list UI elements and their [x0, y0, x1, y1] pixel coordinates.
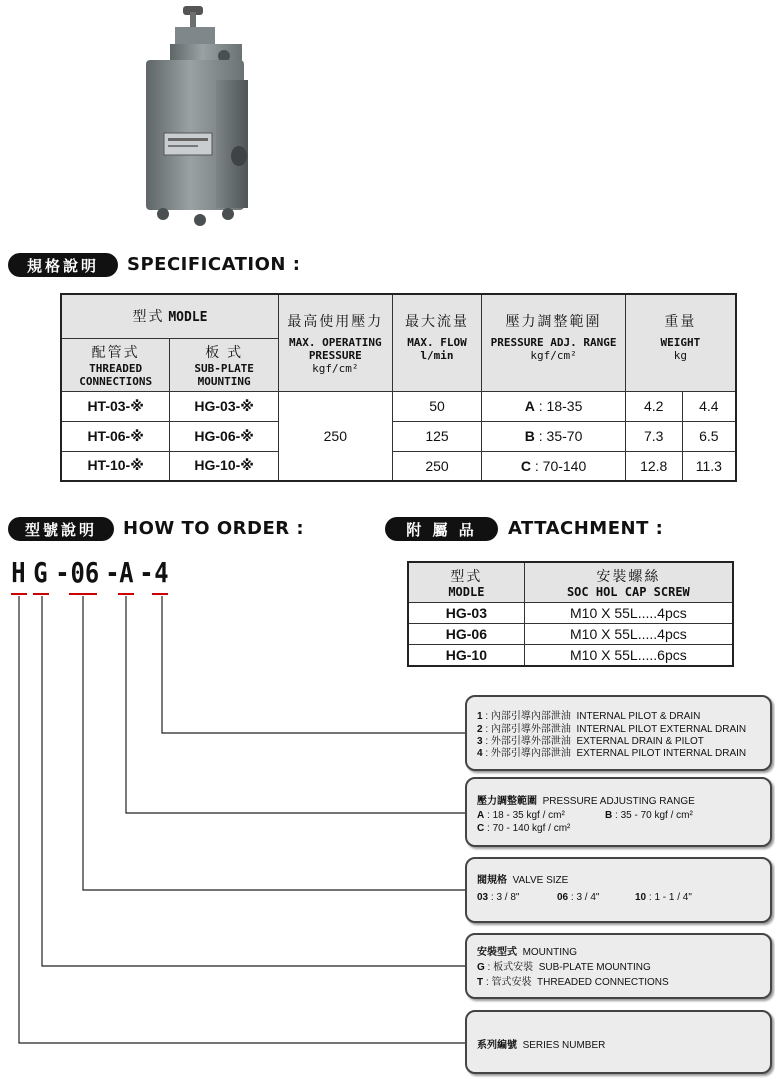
- spec-title: SPECIFICATION :: [127, 254, 301, 275]
- drain-type-legend: [465, 695, 772, 771]
- order-title: HOW TO ORDER :: [123, 518, 305, 539]
- max-flow-value: 125: [392, 421, 482, 451]
- table-row: [408, 624, 733, 645]
- max-flow-value: 250: [392, 451, 482, 481]
- threaded-model: HT-06-※: [61, 421, 170, 451]
- attach-model-header: 型式 MODLE: [408, 562, 524, 603]
- attachment-title: ATTACHMENT :: [508, 518, 664, 539]
- subplate-model: HG-06-※: [170, 421, 279, 451]
- range-value: B : 35-70: [482, 421, 625, 451]
- code-dash: -: [55, 556, 70, 589]
- attach-screw-header: 安裝螺絲 SOC HOL CAP SCREW: [524, 562, 733, 603]
- legend-line: 1 : 內部引導內部泄油 INTERNAL PILOT & DRAIN: [477, 711, 701, 722]
- weight-value: 4.4: [682, 391, 736, 421]
- table-row: [408, 603, 733, 624]
- code-series-g: G: [33, 556, 48, 589]
- threaded-model: HT-10-※: [61, 451, 170, 481]
- legend-line: 2 : 內部引導外部泄油 INTERNAL PILOT EXTERNAL DRAIN: [477, 724, 747, 735]
- code-dash: -: [139, 556, 154, 589]
- code-valve-size: 06: [70, 556, 100, 589]
- weight-value: 6.5: [682, 421, 736, 451]
- valve-size-legend: 閥規格 VALVE SIZE 03 : 3 / 8" 06 : 3 / 4" 10 : 1 - 1 / 4": [465, 857, 772, 923]
- code-dash: -: [105, 556, 120, 589]
- weight-value: 4.2: [625, 391, 682, 421]
- range-header: 壓力調整範圍 PRESSURE ADJ. RANGE kgf/cm²: [482, 294, 625, 391]
- threaded-header: 配管式 THREADED CONNECTIONS: [61, 338, 170, 391]
- weight-value: 12.8: [625, 451, 682, 481]
- max-pressure-value: 250: [278, 391, 392, 481]
- range-value: A : 18-35: [482, 391, 625, 421]
- weight-value: 11.3: [682, 451, 736, 481]
- code-series-h: H: [11, 556, 26, 589]
- code-pressure-range: A: [119, 556, 134, 589]
- attach-screw: M10 X 55L.....4pcs: [524, 624, 733, 645]
- order-badge-label: 型號說明: [24, 520, 97, 539]
- mounting-legend: 安裝型式 MOUNTING G : 板式安裝 SUB-PLATE MOUNTING T : 管式安裝 THREADED CONNECTIONS: [465, 933, 772, 999]
- subplate-model: HG-10-※: [170, 451, 279, 481]
- code-drain-type: 4: [154, 556, 169, 589]
- max-flow-value: 50: [392, 391, 482, 421]
- table-row: [408, 645, 733, 666]
- flow-header: 最大流量 MAX. FLOW l/min: [392, 294, 482, 391]
- weight-header: 重量 WEIGHT kg: [625, 294, 736, 391]
- pressure-range-legend: 壓力調整範圍 PRESSURE ADJUSTING RANGE A : 18 - 35 kgf / cm² B : 35 - 70 kgf / cm² C : 70 - 140 kgf / cm²: [465, 777, 772, 847]
- weight-value: 7.3: [625, 421, 682, 451]
- subplate-model: HG-03-※: [170, 391, 279, 421]
- attach-screw: M10 X 55L.....6pcs: [524, 645, 733, 666]
- spec-badge-label: 規格說明: [26, 256, 99, 275]
- series-number-legend: 系列編號 SERIES NUMBER: [465, 1010, 772, 1074]
- attachment-badge-label: 附 屬 品: [406, 520, 477, 539]
- range-value: C : 70-140: [482, 451, 625, 481]
- attach-screw: M10 X 55L.....4pcs: [524, 603, 733, 624]
- legend-line: 4 : 外部引導內部泄油 EXTERNAL PILOT INTERNAL DRAIN: [477, 748, 747, 759]
- attachment-table: [407, 561, 734, 667]
- model-header: 型式 MODLE: [61, 294, 278, 338]
- attach-model: HG-10: [408, 645, 524, 666]
- attach-model: HG-03: [408, 603, 524, 624]
- attach-model: HG-06: [408, 624, 524, 645]
- pressure-header: 最高使用壓力 MAX. OPERATING PRESSURE kgf/cm²: [278, 294, 392, 391]
- subplate-header: 板 式 SUB-PLATE MOUNTING: [170, 338, 279, 391]
- threaded-model: HT-03-※: [61, 391, 170, 421]
- legend-line: 3 : 外部引導外部泄油 EXTERNAL DRAIN & PILOT: [477, 736, 704, 747]
